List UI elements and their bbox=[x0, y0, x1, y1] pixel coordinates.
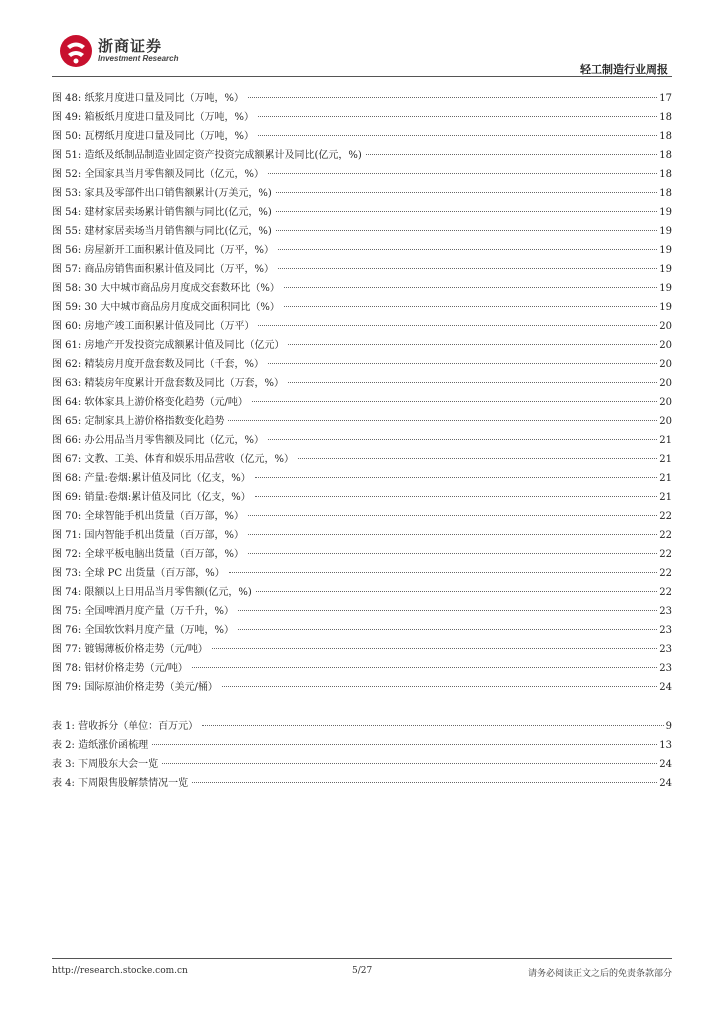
toc-entry-page: 9 bbox=[665, 721, 672, 732]
toc-entry-label: 图 48: 纸浆月度进口量及同比（万吨，%） bbox=[52, 93, 244, 104]
toc-entry-label: 图 63: 精装房年度累计开盘套数及同比（万套，%） bbox=[52, 378, 284, 389]
dot-leader bbox=[276, 211, 658, 212]
toc-figure-entry[interactable] bbox=[52, 89, 672, 108]
toc-figure-entry[interactable] bbox=[52, 583, 672, 602]
toc-entry-page: 18 bbox=[659, 112, 672, 123]
toc-figure-entry[interactable] bbox=[52, 659, 672, 678]
dot-leader bbox=[238, 629, 657, 630]
dot-leader bbox=[222, 686, 657, 687]
dot-leader bbox=[284, 306, 657, 307]
toc-entry-page: 21 bbox=[659, 435, 672, 446]
toc-entry-label: 图 57: 商品房销售面积累计值及同比（万平，%） bbox=[52, 264, 274, 275]
dot-leader bbox=[248, 97, 657, 98]
toc-figure-entry[interactable] bbox=[52, 298, 672, 317]
toc-entry-label: 图 53: 家具及零部件出口销售额累计(万美元，%) bbox=[52, 188, 272, 199]
dot-leader bbox=[258, 325, 657, 326]
toc-entry-label: 图 75: 全国啤酒月度产量（万千升，%） bbox=[52, 606, 234, 617]
toc-figure-entry[interactable] bbox=[52, 526, 672, 545]
toc-entry-page: 18 bbox=[659, 188, 672, 199]
toc-figure-entry[interactable] bbox=[52, 431, 672, 450]
toc-entry-page: 20 bbox=[659, 416, 672, 427]
dot-leader bbox=[255, 477, 658, 478]
zheshang-logo-icon bbox=[58, 33, 94, 69]
dot-leader bbox=[276, 230, 658, 231]
toc-entry-page: 13 bbox=[659, 740, 672, 751]
toc-entry-page: 19 bbox=[659, 302, 672, 313]
brand-name: 浙商证券 bbox=[98, 37, 163, 55]
toc-figure-entry[interactable] bbox=[52, 469, 672, 488]
toc-entry-page: 23 bbox=[659, 606, 672, 617]
dot-leader bbox=[229, 572, 658, 573]
toc-entry-label: 图 68: 产量:卷烟:累计值及同比（亿支，%） bbox=[52, 473, 251, 484]
dot-leader bbox=[268, 439, 657, 440]
toc-entry-page: 19 bbox=[659, 226, 672, 237]
dot-leader bbox=[268, 363, 657, 364]
toc-entry-page: 18 bbox=[659, 169, 672, 180]
toc-figure-entry[interactable] bbox=[52, 564, 672, 583]
toc-entry-page: 17 bbox=[659, 93, 672, 104]
toc-figure-entry[interactable] bbox=[52, 621, 672, 640]
toc-entry-page: 21 bbox=[659, 492, 672, 503]
header-rule bbox=[52, 76, 672, 77]
toc-table-entry[interactable] bbox=[52, 774, 672, 793]
dot-leader bbox=[248, 515, 657, 516]
dot-leader bbox=[248, 534, 657, 535]
toc-figure-entry[interactable] bbox=[52, 127, 672, 146]
dot-leader bbox=[278, 249, 657, 250]
toc-entry-label: 图 54: 建材家居卖场累计销售额与同比(亿元，%) bbox=[52, 207, 272, 218]
toc-entry-label: 图 76: 全国软饮料月度产量（万吨，%） bbox=[52, 625, 234, 636]
toc-figure-entry[interactable] bbox=[52, 317, 672, 336]
dot-leader bbox=[288, 344, 657, 345]
toc-entry-page: 20 bbox=[659, 321, 672, 332]
toc-entry-page: 23 bbox=[659, 644, 672, 655]
dot-leader bbox=[255, 496, 658, 497]
dot-leader bbox=[228, 420, 657, 421]
toc-entry-label: 图 79: 国际原油价格走势（美元/桶） bbox=[52, 682, 218, 693]
toc-entry-label: 图 56: 房屋新开工面积累计值及同比（万平，%） bbox=[52, 245, 274, 256]
toc-entry-label: 图 60: 房地产竣工面积累计值及同比（万平） bbox=[52, 321, 255, 332]
toc-figure-entry[interactable] bbox=[52, 146, 672, 165]
toc-figure-entry[interactable] bbox=[52, 374, 672, 393]
dot-leader bbox=[192, 782, 657, 783]
page-footer bbox=[52, 958, 672, 988]
toc-figure-entry[interactable] bbox=[52, 108, 672, 127]
toc-entry-label: 图 64: 软体家具上游价格变化趋势（元/吨） bbox=[52, 397, 248, 408]
toc-figure-entry[interactable] bbox=[52, 165, 672, 184]
toc-entry-page: 22 bbox=[659, 568, 672, 579]
toc-entry-label: 图 73: 全球 PC 出货量（百万部，%） bbox=[52, 568, 225, 579]
toc-entry-label: 图 72: 全球平板电脑出货量（百万部，%） bbox=[52, 549, 244, 560]
toc-entry-page: 18 bbox=[659, 131, 672, 142]
toc-entry-page: 19 bbox=[659, 283, 672, 294]
toc-entry-label: 图 49: 箱板纸月度进口量及同比（万吨，%） bbox=[52, 112, 254, 123]
toc-figure-entry[interactable] bbox=[52, 678, 672, 697]
dot-leader bbox=[162, 763, 657, 764]
toc-figure-entry[interactable] bbox=[52, 336, 672, 355]
footer-disclaimer: 请务必阅读正文之后的免责条款部分 bbox=[527, 969, 672, 979]
brand-logo bbox=[58, 33, 228, 69]
dot-leader bbox=[248, 553, 657, 554]
toc-entry-label: 图 62: 精装房月度开盘套数及同比（千套，%） bbox=[52, 359, 264, 370]
toc-figure-entry[interactable] bbox=[52, 355, 672, 374]
toc-entry-label: 图 78: 铝材价格走势（元/吨） bbox=[52, 663, 188, 674]
brand-subtitle: Investment Research bbox=[98, 54, 179, 63]
toc-figure-entry[interactable] bbox=[52, 279, 672, 298]
table-list bbox=[52, 717, 672, 793]
toc-entry-label: 图 67: 文教、工美、体育和娱乐用品营收（亿元，%） bbox=[52, 454, 294, 465]
toc-entry-label: 图 66: 办公用品当月零售额及同比（亿元，%） bbox=[52, 435, 264, 446]
toc-figure-entry[interactable] bbox=[52, 222, 672, 241]
dot-leader bbox=[238, 610, 657, 611]
toc-entry-page: 24 bbox=[659, 759, 672, 770]
toc-figure-entry[interactable] bbox=[52, 260, 672, 279]
section-gap bbox=[52, 697, 672, 717]
toc-entry-label: 图 59: 30 大中城市商品房月度成交面积同比（%） bbox=[52, 302, 280, 313]
toc-figure-entry[interactable] bbox=[52, 545, 672, 564]
toc-figure-entry[interactable] bbox=[52, 393, 672, 412]
dot-leader bbox=[256, 591, 658, 592]
toc-entry-label: 图 71: 国内智能手机出货量（百万部，%） bbox=[52, 530, 244, 541]
toc-figure-entry[interactable] bbox=[52, 507, 672, 526]
toc-entry-label: 表 3: 下周股东大会一览 bbox=[52, 759, 159, 770]
toc-entry-page: 21 bbox=[659, 454, 672, 465]
dot-leader bbox=[366, 154, 658, 155]
dot-leader bbox=[276, 192, 658, 193]
toc-entry-label: 表 2: 造纸涨价函梳理 bbox=[52, 740, 149, 751]
toc-entry-page: 24 bbox=[659, 778, 672, 789]
toc-entry-page: 20 bbox=[659, 359, 672, 370]
toc-entry-label: 图 70: 全球智能手机出货量（百万部，%） bbox=[52, 511, 244, 522]
toc-entry-page: 20 bbox=[659, 340, 672, 351]
dot-leader bbox=[258, 116, 657, 117]
dot-leader bbox=[284, 287, 657, 288]
toc-entry-page: 20 bbox=[659, 378, 672, 389]
toc-entry-label: 表 1: 营收拆分（单位：百万元） bbox=[52, 721, 199, 732]
toc-entry-page: 19 bbox=[659, 245, 672, 256]
toc-entry-page: 20 bbox=[659, 397, 672, 408]
dot-leader bbox=[192, 667, 657, 668]
toc-figure-entry[interactable] bbox=[52, 184, 672, 203]
toc-entry-page: 23 bbox=[659, 625, 672, 636]
toc-entry-page: 22 bbox=[659, 511, 672, 522]
report-type: 轻工制造行业周报 bbox=[580, 63, 668, 76]
toc-figure-entry[interactable] bbox=[52, 488, 672, 507]
dot-leader bbox=[288, 382, 657, 383]
dot-leader bbox=[258, 135, 657, 136]
toc-entry-page: 19 bbox=[659, 207, 672, 218]
toc-entry-label: 图 55: 建材家居卖场当月销售额与同比(亿元，%) bbox=[52, 226, 272, 237]
toc-entry-label: 图 77: 镀锡薄板价格走势（元/吨） bbox=[52, 644, 208, 655]
toc-table-entry[interactable] bbox=[52, 717, 672, 736]
toc-figure-entry[interactable] bbox=[52, 640, 672, 659]
toc-figure-entry[interactable] bbox=[52, 241, 672, 260]
dot-leader bbox=[252, 401, 657, 402]
toc-entry-label: 图 69: 销量:卷烟:累计值及同比（亿支，%） bbox=[52, 492, 251, 503]
footer-url[interactable]: http://research.stocke.com.cn bbox=[52, 966, 188, 976]
toc-entry-label: 图 65: 定制家具上游价格指数变化趋势 bbox=[52, 416, 225, 427]
toc-table-entry[interactable] bbox=[52, 736, 672, 755]
toc-entry-page: 24 bbox=[659, 682, 672, 693]
dot-leader bbox=[268, 173, 657, 174]
toc-figure-entry[interactable] bbox=[52, 203, 672, 222]
toc-entry-page: 19 bbox=[659, 264, 672, 275]
toc-figure-entry[interactable] bbox=[52, 602, 672, 621]
toc-entry-label: 图 74: 限额以上日用品当月零售额(亿元，%) bbox=[52, 587, 252, 598]
toc-entry-label: 图 50: 瓦楞纸月度进口量及同比（万吨，%） bbox=[52, 131, 254, 142]
figure-list bbox=[52, 89, 672, 697]
toc-entry-page: 21 bbox=[659, 473, 672, 484]
toc-entry-page: 23 bbox=[659, 663, 672, 674]
dot-leader bbox=[202, 725, 664, 726]
toc-entry-page: 22 bbox=[659, 530, 672, 541]
table-of-contents bbox=[52, 89, 672, 793]
toc-entry-label: 图 61: 房地产开发投资完成额累计值及同比（亿元） bbox=[52, 340, 285, 351]
dot-leader bbox=[152, 744, 657, 745]
dot-leader bbox=[298, 458, 657, 459]
toc-entry-label: 表 4: 下周限售股解禁情况一览 bbox=[52, 778, 189, 789]
toc-entry-label: 图 51: 造纸及纸制品制造业固定资产投资完成额累计及同比(亿元，%) bbox=[52, 150, 362, 161]
toc-figure-entry[interactable] bbox=[52, 450, 672, 469]
toc-entry-page: 22 bbox=[659, 587, 672, 598]
dot-leader bbox=[278, 268, 657, 269]
page-header bbox=[0, 0, 724, 80]
toc-entry-label: 图 52: 全国家具当月零售额及同比（亿元，%） bbox=[52, 169, 264, 180]
toc-entry-label: 图 58: 30 大中城市商品房月度成交套数环比（%） bbox=[52, 283, 280, 294]
page-number: 5/27 bbox=[352, 966, 373, 976]
dot-leader bbox=[212, 648, 657, 649]
toc-table-entry[interactable] bbox=[52, 755, 672, 774]
toc-figure-entry[interactable] bbox=[52, 412, 672, 431]
footer-rule bbox=[52, 958, 672, 959]
toc-entry-page: 18 bbox=[659, 150, 672, 161]
toc-entry-page: 22 bbox=[659, 549, 672, 560]
